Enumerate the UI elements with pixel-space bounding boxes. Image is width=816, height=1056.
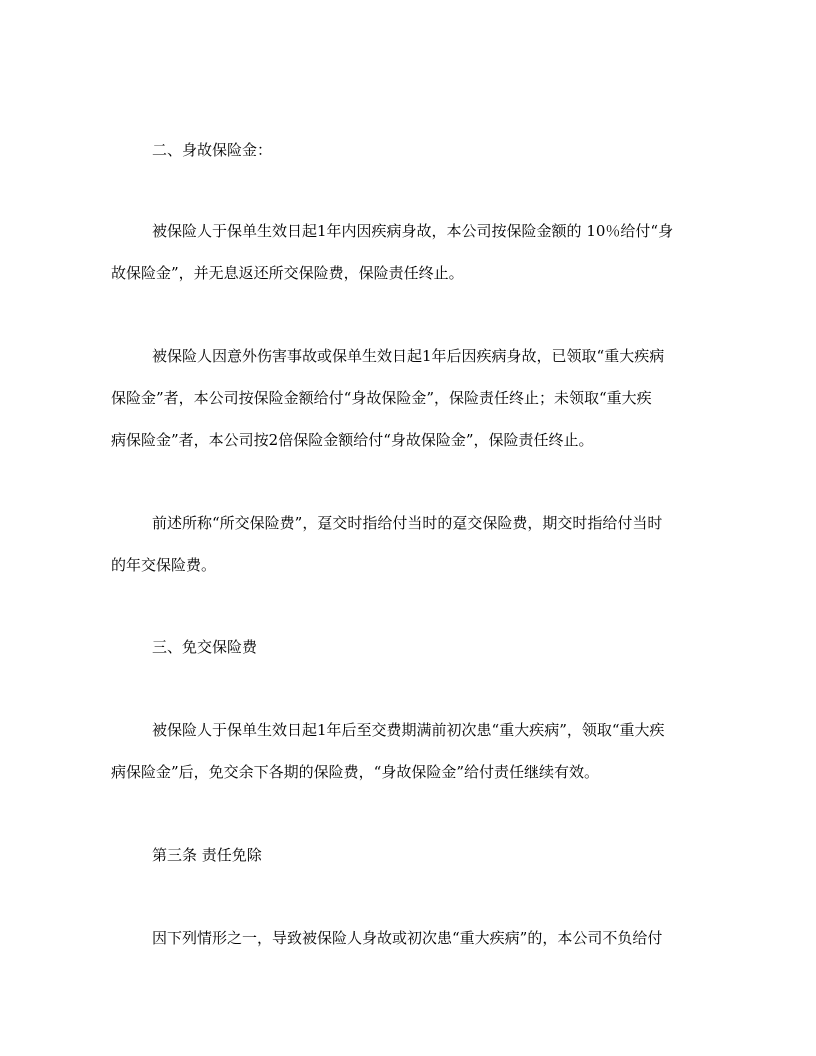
paragraph-line: 因下列情形之一，导致被保险人身故或初次患“重大疾病”的，本公司不负给付	[152, 929, 663, 947]
paragraph-line: 病保险金”者，本公司按2倍保险金额给付“身故保险金”，保险责任终止。	[111, 431, 594, 449]
paragraph-line: 前述所称“所交保险费”，趸交时指给付当时的趸交保险费，期交时指给付当时	[152, 514, 663, 532]
paragraph-line: 被保险人于保单生效日起1年后至交费期满前初次患“重大疾病”，领取“重大疾	[152, 721, 665, 739]
paragraph-line: 被保险人因意外伤害事故或保单生效日起1年后因疾病身故，已领取“重大疾病	[152, 347, 665, 365]
section-two-heading: 二、身故保险金：	[152, 141, 273, 159]
paragraph-line: 的年交保险费。	[111, 556, 217, 574]
paragraph-line: 保险金”者，本公司按保险金额给付“身故保险金”，保险责任终止；未领取“重大疾	[111, 389, 652, 407]
paragraph-line: 故保险金”，并无息返还所交保险费，保险责任终止。	[111, 264, 464, 282]
section-three-heading: 三、免交保险费	[152, 638, 258, 656]
paragraph-line: 病保险金”后，免交余下各期的保险费，“身故保险金”给付责任继续有效。	[111, 763, 600, 781]
paragraph-line: 被保险人于保单生效日起1年内因疾病身故，本公司按保险金额的 10％给付“身	[152, 222, 674, 240]
article-three-heading: 第三条 责任免除	[152, 846, 262, 864]
